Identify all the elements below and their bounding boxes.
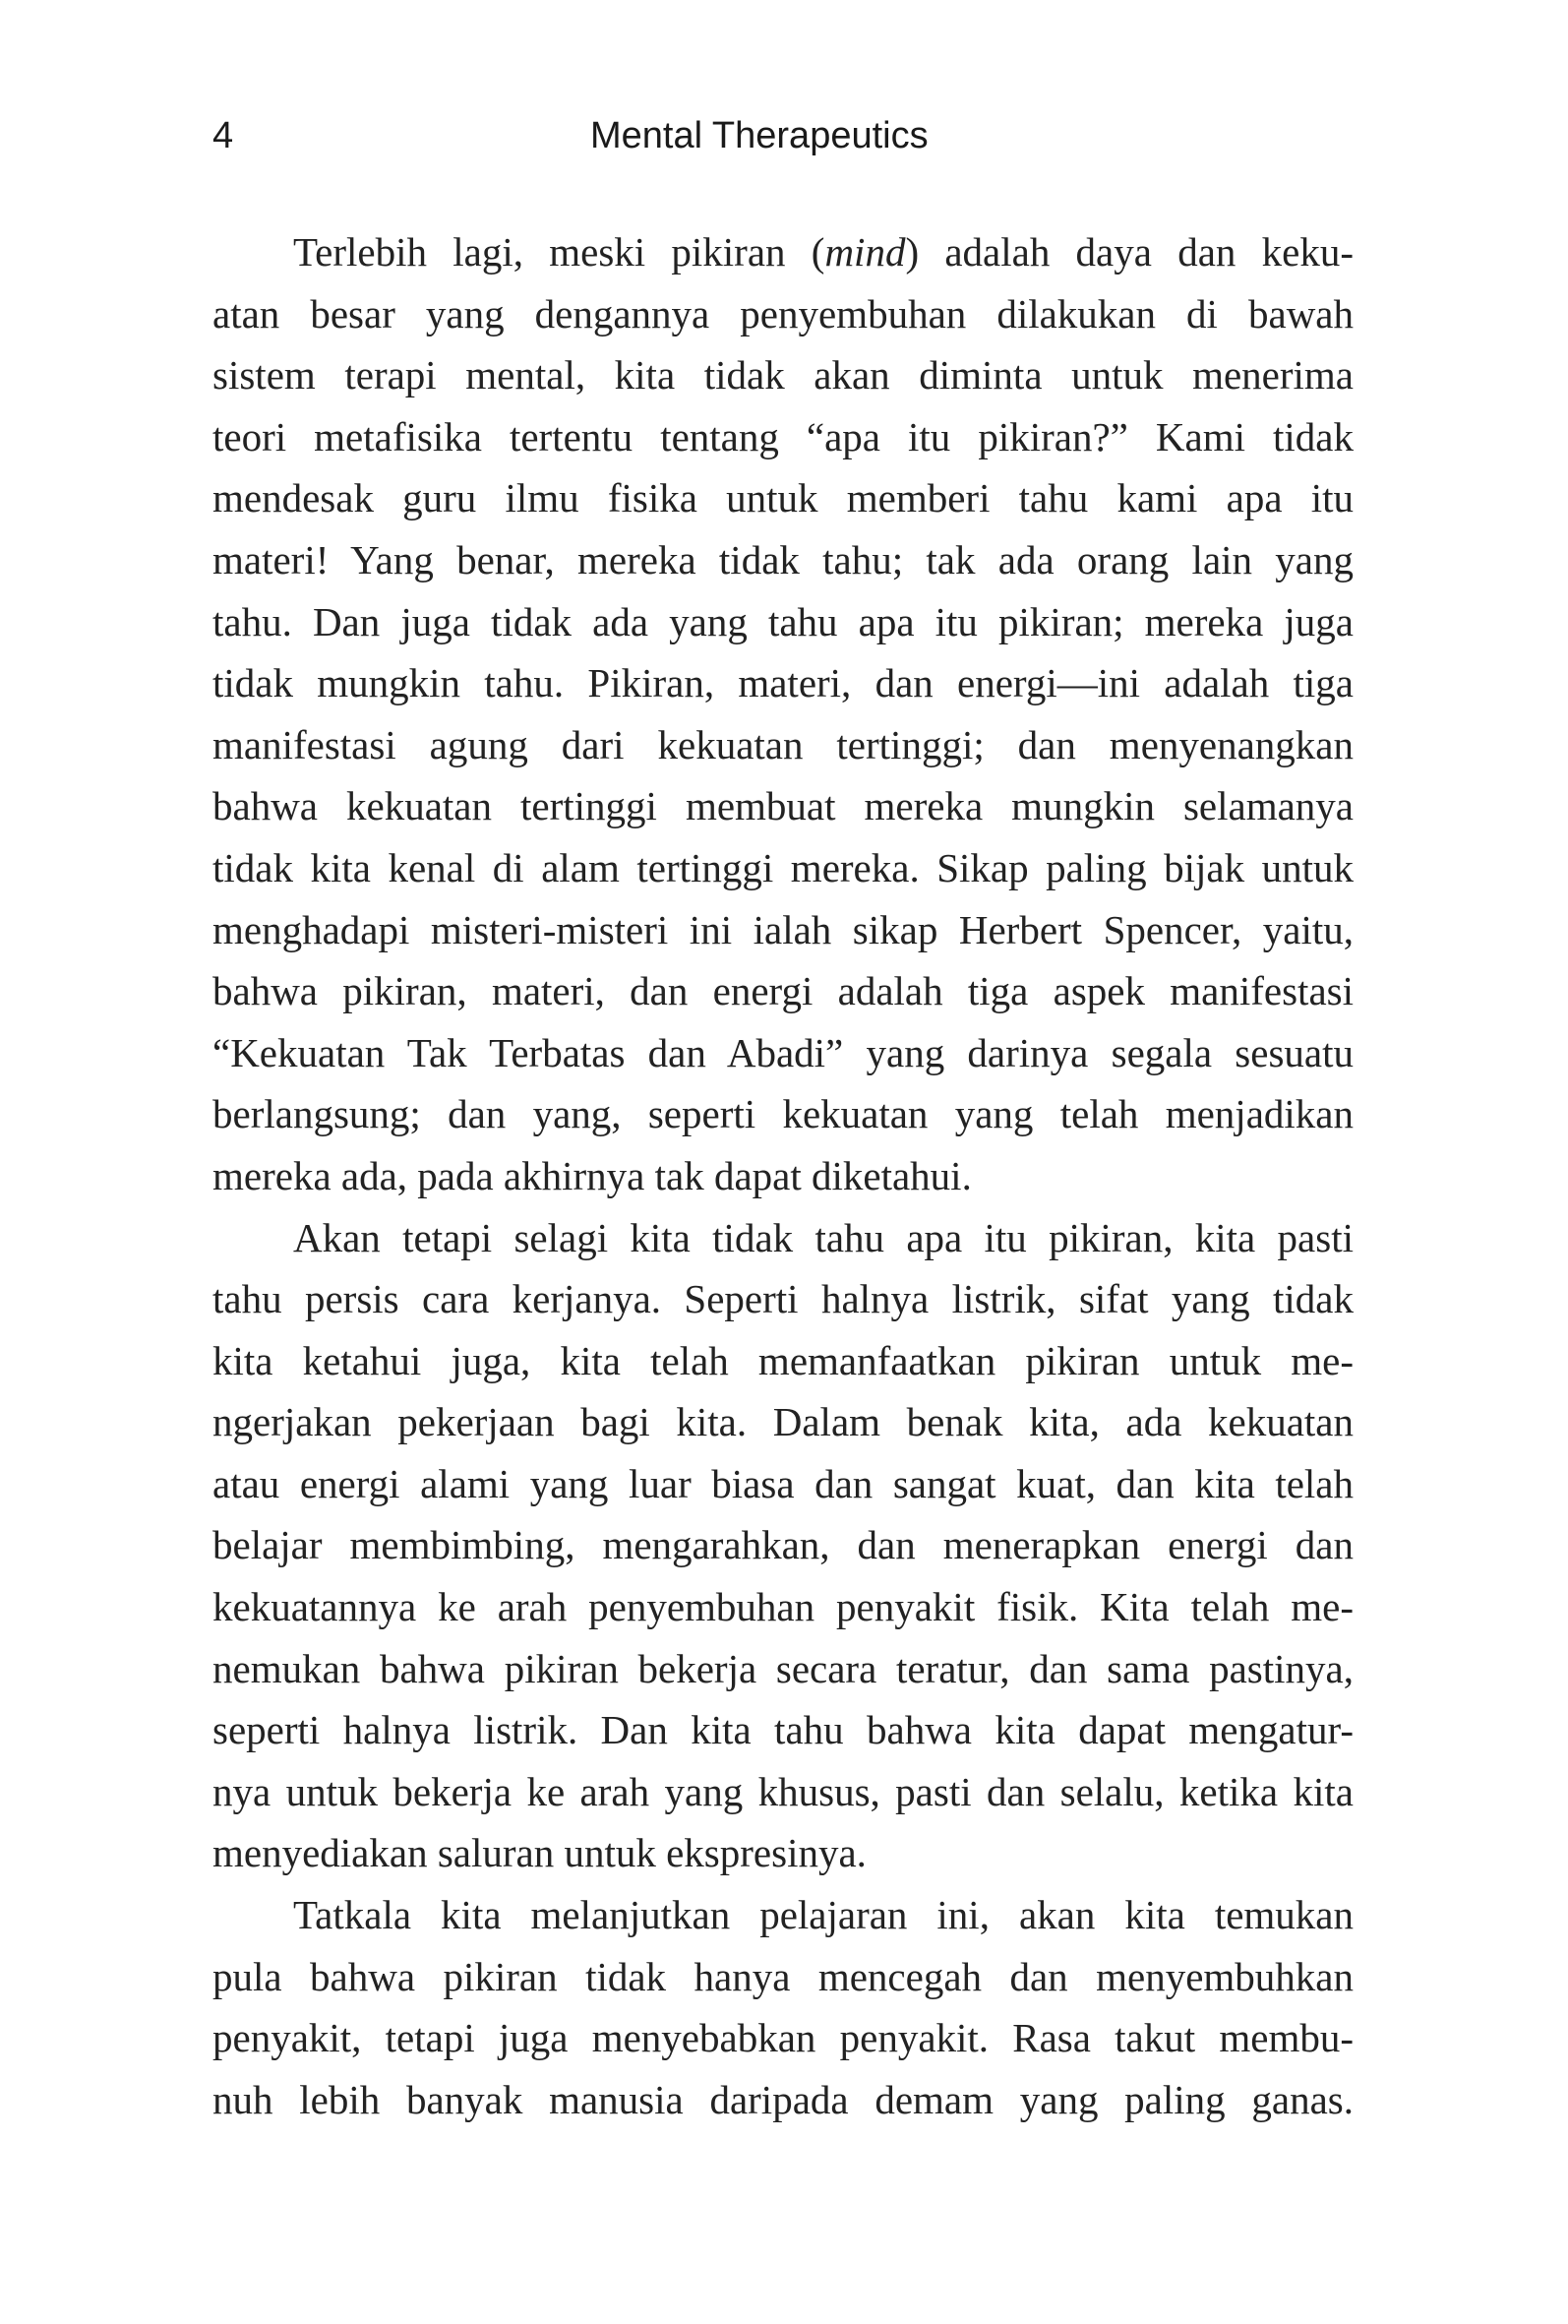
- paragraph-3: [212, 1884, 1354, 2130]
- paragraph-1: [212, 221, 1354, 1207]
- text-line: pula bahwa pikiran tidak hanya mencegah dan menyembuhkan: [212, 1953, 1354, 1999]
- running-title: Mental Therapeutics: [590, 115, 929, 156]
- text-line: berlangsung; dan yang, seperti kekuatan yang telah menjadikan: [212, 1091, 1354, 1137]
- text-line: bahwa pikiran, materi, dan energi adalah tiga aspek manifestasi: [212, 968, 1354, 1014]
- text-line: teori metafisika tertentu tentang “apa itu pikiran?” Kami tidak: [212, 413, 1354, 459]
- text-line: nemukan bahwa pikiran bekerja secara teratur, dan sama pastinya,: [212, 1645, 1354, 1691]
- text-line: manifestasi agung dari kekuatan tertinggi; dan menyenangkan: [212, 721, 1354, 767]
- text-line: “Kekuatan Tak Terbatas dan Abadi” yang darinya segala sesuatu: [212, 1029, 1354, 1075]
- text-line: kekuatannya ke arah penyembuhan penyakit fisik. Kita telah me-: [212, 1584, 1354, 1630]
- text-line: tidak mungkin tahu. Pikiran, materi, dan energi—ini adalah tiga: [212, 660, 1354, 706]
- text-line: sistem terapi mental, kita tidak akan diminta untuk menerima: [212, 352, 1354, 398]
- text-line: menghadapi misteri-misteri ini ialah sikap Herbert Spencer, yaitu,: [212, 906, 1354, 952]
- text-line: seperti halnya listrik. Dan kita tahu bahwa kita dapat mengatur-: [212, 1707, 1354, 1753]
- text-line: atan besar yang dengannya penyembuhan dilakukan di bawah: [212, 290, 1354, 336]
- paragraph-2: [212, 1207, 1354, 1885]
- text-line: tidak kita kenal di alam tertinggi mereka. Sikap paling bijak untuk: [212, 844, 1354, 890]
- text-line: nya untuk bekerja ke arah yang khusus, pasti dan selalu, ketika kita: [212, 1768, 1354, 1814]
- text-line: atau energi alami yang luar biasa dan sangat kuat, dan kita telah: [212, 1460, 1354, 1506]
- text-line: kita ketahui juga, kita telah memanfaatkan pikiran untuk me-: [212, 1337, 1354, 1383]
- text-line: nuh lebih banyak manusia daripada demam yang paling ganas.: [212, 2076, 1354, 2122]
- text-line: tahu. Dan juga tidak ada yang tahu apa itu pikiran; mereka juga: [212, 598, 1354, 644]
- text-line: mereka ada, pada akhirnya tak dapat diketahui.: [212, 1152, 972, 1198]
- text-line: penyakit, tetapi juga menyebabkan penyakit. Rasa takut membu-: [212, 2015, 1354, 2061]
- text-line: bahwa kekuatan tertinggi membuat mereka mungkin selamanya: [212, 783, 1354, 829]
- text-line: ngerjakan pekerjaan bagi kita. Dalam benak kita, ada kekuatan: [212, 1399, 1354, 1445]
- emphasis-word: mind: [824, 229, 906, 275]
- text-line: mendesak guru ilmu fisika untuk memberi tahu kami apa itu: [212, 475, 1354, 521]
- text-line: tahu persis cara kerjanya. Seperti halnya listrik, sifat yang tidak: [212, 1276, 1354, 1322]
- text-line: materi! Yang benar, mereka tidak tahu; tak ada orang lain yang: [212, 536, 1354, 582]
- text-line: Akan tetapi selagi kita tidak tahu apa itu pikiran, kita pasti: [293, 1214, 1354, 1260]
- body-text: [212, 221, 1354, 2130]
- text-line: Tatkala kita melanjutkan pelajaran ini, akan kita temukan: [293, 1892, 1354, 1938]
- text-line: Terlebih lagi, meski pikiran (mind) adalah daya dan keku-: [293, 229, 1354, 275]
- page-number: 4: [212, 115, 234, 156]
- text-line: belajar membimbing, mengarahkan, dan menerapkan energi dan: [212, 1522, 1354, 1568]
- running-head: [0, 110, 1568, 169]
- text-line: menyediakan saluran untuk ekspresinya.: [212, 1830, 867, 1876]
